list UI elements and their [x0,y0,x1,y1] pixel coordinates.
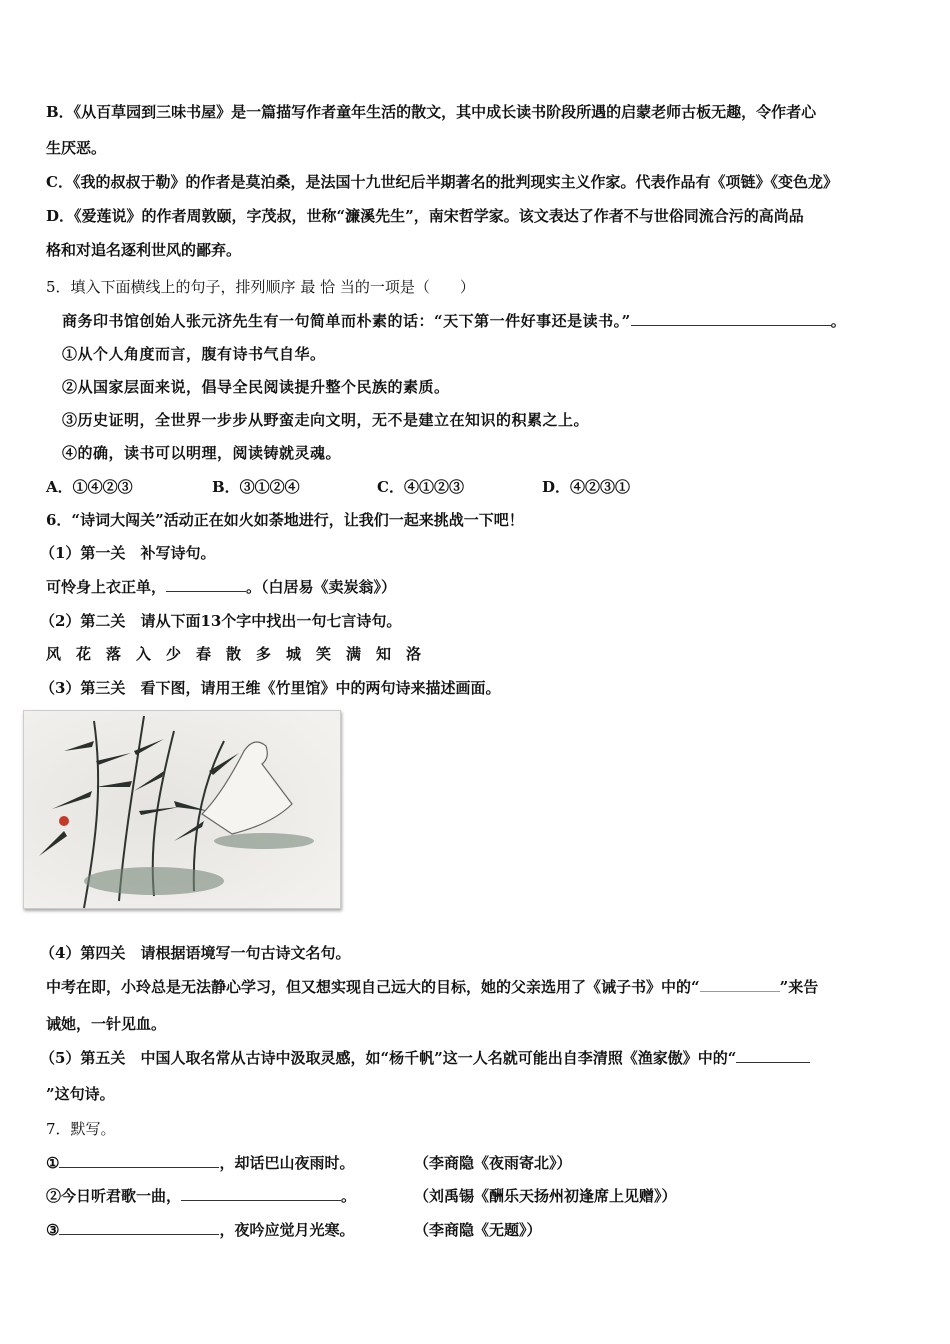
q5-answer-blank[interactable] [631,311,831,326]
q6-part1-blank[interactable] [166,577,246,592]
option-b-line1: B．《从百草园到三味书屋》是一篇描写作者童年生活的散文，其中成长读书阶段所遇的启蒙老师古板无趣，令作者心 [46,103,817,121]
q7-item-3-num: ③ [46,1221,60,1239]
q5-option-c: C．④①②③ [377,478,464,496]
option-d-line1: D．《爱莲说》的作者周敦颐，字茂叔，世称“濂溪先生”，南宋哲学家。该文表达了作者不与世俗同流合污的高尚品 [46,207,804,225]
q5-option-d: D．④②③① [542,478,631,496]
q7-item-1-blank[interactable] [59,1153,219,1168]
q7-item-1 [46,1153,354,1173]
q6-part1-line [46,577,396,597]
q5-passage-text: 商务印书馆创始人张元济先生有一句简单而朴素的话：“天下第一件好事还是读书。” [62,312,631,330]
q6-part2-title: （2）第二关 请从下面13个字中找出一句七言诗句。 [40,612,402,630]
q6-part4-line2: 诫她，一针见血。 [46,1015,167,1033]
q7-item-1-num: ① [46,1154,60,1172]
q7-item-3-post: ，夜吟应觉月光寒。 [219,1221,355,1239]
q5-option-a: A．①④②③ [46,478,133,496]
q5-sentence-4: ④的确，读书可以明理，阅读铸就灵魂。 [62,444,342,462]
q6-part1-post: 。（白居易《卖炭翁》） [246,578,397,596]
q7-stem: 7．默写。 [46,1120,116,1138]
q7-item-2-pre: 今日听君歌一曲， [61,1187,182,1205]
q6-part2-chars: 风 花 落 入 少 春 散 多 城 笑 满 知 洛 [46,645,422,663]
q6-part3-title: （3）第三关 看下图，请用王维《竹里馆》中的两句诗来描述画面。 [40,679,501,697]
q7-item-2-num: ② [46,1187,62,1205]
q6-part4-pre: 中考在即，小玲总是无法静心学习，但又想实现自己远大的目标，她的父亲选用了《诫子书》中的“ [46,978,700,996]
q6-part4-post: ”来告 [779,978,819,996]
q6-part1-title: （1）第一关 补写诗句。 [40,544,216,562]
q5-stem: 5．填入下面横线上的句子，排列顺序 最 恰 当的一项是（ ） [46,278,475,296]
q6-part5-pre: （5）第五关 中国人取名常从古诗中汲取灵感，如“杨千帆”这一人名就可能出自李清照《渔家傲》中的“ [40,1049,737,1067]
q6-part1-pre: 可怜身上衣正单， [46,578,167,596]
q5-sentence-2: ②从国家层面来说，倡导全民阅读提升整个民族的素质。 [62,378,450,396]
q6-part5-line1 [40,1048,810,1068]
q7-item-3-source: （李商隐《无题》） [414,1221,542,1239]
q7-item-2-blank[interactable] [181,1186,341,1201]
q6-stem: 6．“诗词大闯关”活动正在如火如荼地进行，让我们一起来挑战一下吧！ [46,511,524,529]
q6-part5-blank[interactable] [736,1048,810,1063]
q7-item-1-post: ，却话巴山夜雨时。 [219,1154,355,1172]
option-d-line2: 格和对追名逐利世风的鄙弃。 [46,241,242,259]
q7-item-2-source: （刘禹锡《酬乐天扬州初逢席上见赠》） [414,1187,677,1205]
option-b-line2: 生厌恶。 [46,139,107,157]
q6-part5-line2: ”这句诗。 [46,1085,115,1103]
q7-item-3-blank[interactable] [59,1220,219,1235]
q7-item-1-source: （李商隐《夜雨寄北》） [414,1154,572,1172]
bamboo-painting-image [23,710,341,909]
q5-sentence-3: ③历史证明，全世界一步步从野蛮走向文明，无不是建立在知识的积累之上。 [62,411,590,429]
q5-passage-end: 。 [830,312,847,330]
q6-part4-line1 [46,977,818,997]
q6-part4-title: （4）第四关 请根据语境写一句古诗文名句。 [40,944,351,962]
q7-item-2 [46,1186,356,1206]
q7-item-2-post: 。 [341,1187,357,1205]
q5-passage [62,311,846,331]
option-c: C．《我的叔叔于勒》的作者是莫泊桑，是法国十九世纪后半期著名的批判现实主义作家。代表作品有《项链》《变色龙》 [46,173,838,191]
q5-sentence-1: ①从个人角度而言，腹有诗书气自华。 [62,345,326,363]
q5-option-b: B．③①②④ [212,478,300,496]
q7-item-3 [46,1220,354,1240]
q6-part4-blank[interactable] [700,977,780,992]
